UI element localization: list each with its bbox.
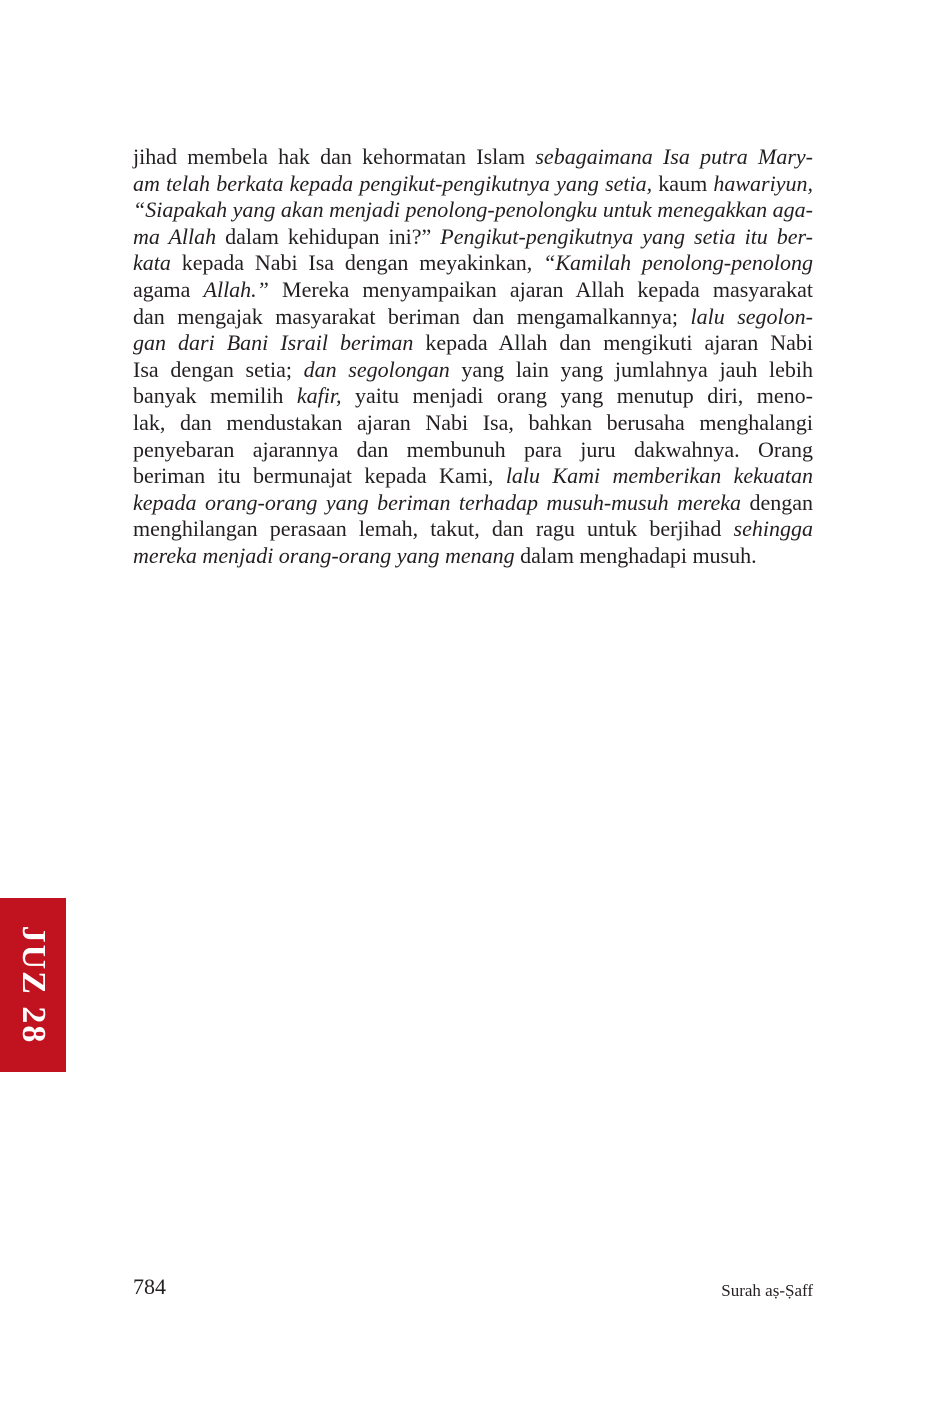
text-line: dan mengajak masyarakat beriman dan mengamalkannya; lalu segolon- (133, 303, 813, 329)
text-line: “Siapakah yang akan menjadi penolong-penolongku untuk menegakkan aga- (133, 197, 814, 223)
text-line: jihad membela hak dan kehormatan Islam sebagaimana Isa putra Mary- (133, 144, 813, 169)
text-line: mereka menjadi orang-orang yang menang dalam menghadapi musuh. (133, 542, 757, 568)
juz-label: JUZ 28 (15, 925, 52, 1045)
text-line: penyebaran ajarannya dan membunuh para juru dakwahnya. Orang (133, 436, 813, 462)
running-footer-title: Surah aṣ-Ṣaff (721, 1281, 813, 1300)
juz-side-tab (0, 898, 66, 1072)
text-line: am telah berkata kepada pengikut-pengikutnya yang setia, kaum hawariyun, (133, 170, 813, 196)
text-line: menghilangan perasaan lemah, takut, dan ragu untuk berjihad sehingga (133, 516, 813, 542)
text-line: Isa dengan setia; dan segolongan yang lain yang jumlahnya jauh lebih (133, 356, 813, 382)
text-line: ma Allah dalam kehidupan ini?” Pengikut-pengikutnya yang setia itu ber- (133, 223, 814, 249)
text-line: agama Allah.” Mereka menyampaikan ajaran Allah kepada masyarakat (133, 276, 814, 302)
text-line: beriman itu bermunajat kepada Kami, lalu Kami memberikan kekuatan (133, 463, 813, 489)
page-number: 784 (133, 1274, 166, 1299)
body-text (133, 144, 813, 570)
text-line: kata kepada Nabi Isa dengan meyakinkan, “Kamilah penolong-penolong (133, 250, 813, 276)
text-line: kepada orang-orang yang beriman terhadap musuh-musuh mereka dengan (133, 489, 814, 515)
text-line: gan dari Bani Israil beriman kepada Allah dan mengikuti ajaran Nabi (133, 330, 813, 356)
text-line: banyak memilih kafir, yaitu menjadi orang yang menutup diri, meno- (133, 383, 813, 409)
text-line: lak, dan mendustakan ajaran Nabi Isa, bahkan berusaha menghalangi (133, 409, 813, 435)
